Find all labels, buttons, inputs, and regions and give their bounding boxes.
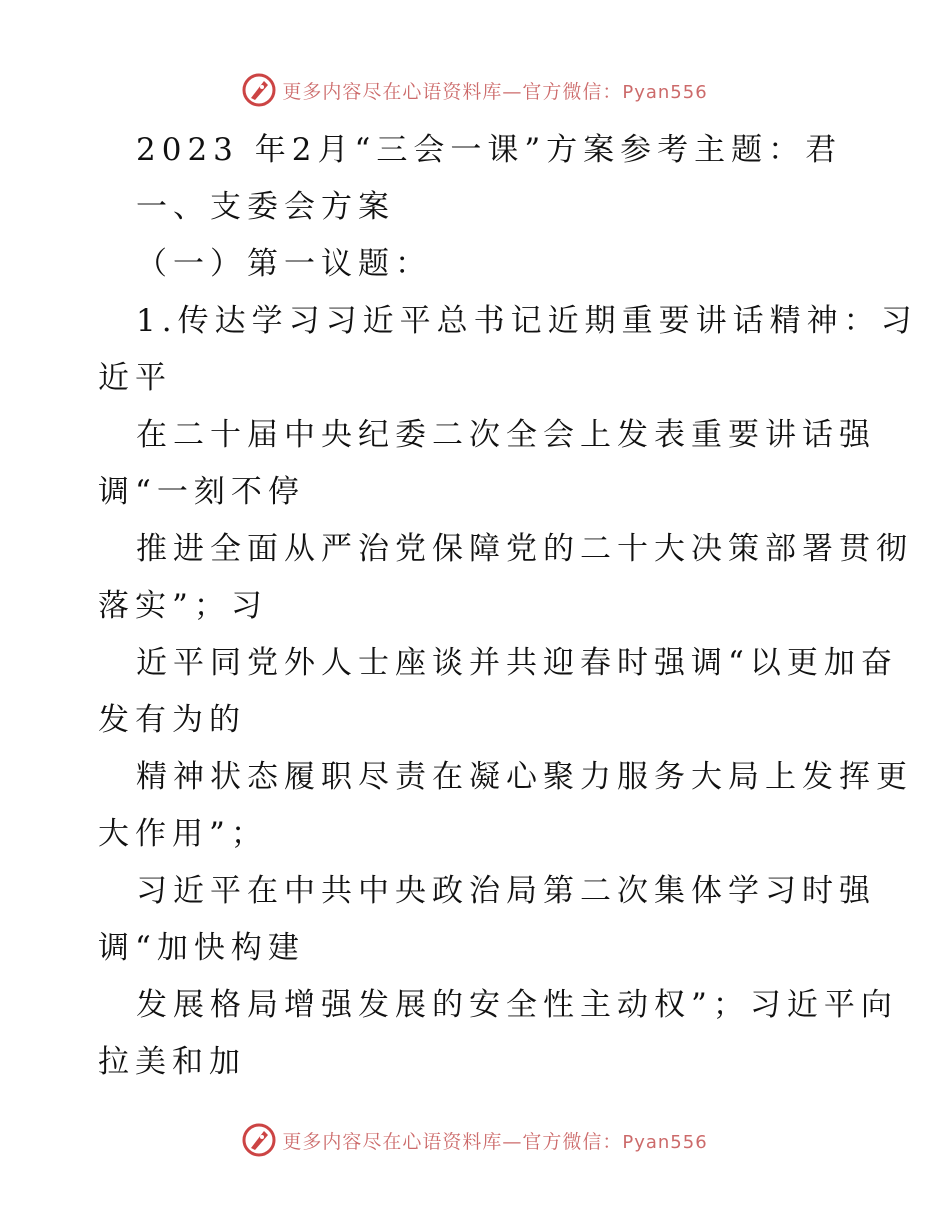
pen-nib-icon	[242, 73, 276, 107]
banner-wechat-label: 官方微信：	[522, 1130, 623, 1153]
text-line: 落实”；习	[98, 588, 268, 624]
text-line: （一）第一议题：	[136, 246, 432, 282]
header-banner-text	[282, 77, 707, 104]
pen-nib-icon	[242, 1123, 276, 1157]
text-line: 拉美和加	[98, 1044, 246, 1080]
text-line: 2023 年2月“三会一课”方案参考主题：君	[136, 132, 843, 168]
banner-wechat-id: Pyan556	[622, 81, 708, 103]
banner-main-text: 更多内容尽在心语资料库	[282, 1130, 503, 1153]
text-line: 近平同党外人士座谈并共迎春时强调“以更加奋	[136, 645, 898, 681]
text-line: 发展格局增强发展的安全性主动权”；习近平向	[136, 987, 898, 1023]
banner-wechat-label: 官方微信：	[522, 80, 623, 103]
text-line: 调“加快构建	[98, 930, 305, 966]
document-body	[98, 122, 918, 1091]
footer-banner-text	[282, 1127, 707, 1154]
footer-banner	[0, 1120, 950, 1160]
text-line: 发有为的	[98, 702, 246, 738]
text-line: 调“一刻不停	[98, 474, 305, 510]
header-banner	[0, 70, 950, 110]
text-line: 在二十届中央纪委二次全会上发表重要讲话强	[136, 417, 876, 453]
banner-main-text: 更多内容尽在心语资料库	[282, 80, 503, 103]
text-line: 精神状态履职尽责在凝心聚力服务大局上发挥更	[136, 759, 913, 795]
banner-wechat-id: Pyan556	[622, 1131, 708, 1153]
banner-separator: —	[502, 80, 523, 103]
banner-separator: —	[502, 1130, 523, 1153]
text-line: 一、支委会方案	[136, 189, 395, 225]
text-line: 习近平在中共中央政治局第二次集体学习时强	[136, 873, 876, 909]
text-line: 大作用”；	[98, 816, 268, 852]
text-line: 推进全面从严治党保障党的二十大决策部署贯彻	[136, 531, 913, 567]
text-line: 1.传达学习习近平总书记近期重要讲话精神：习	[136, 303, 918, 339]
text-line: 近平	[98, 360, 172, 396]
